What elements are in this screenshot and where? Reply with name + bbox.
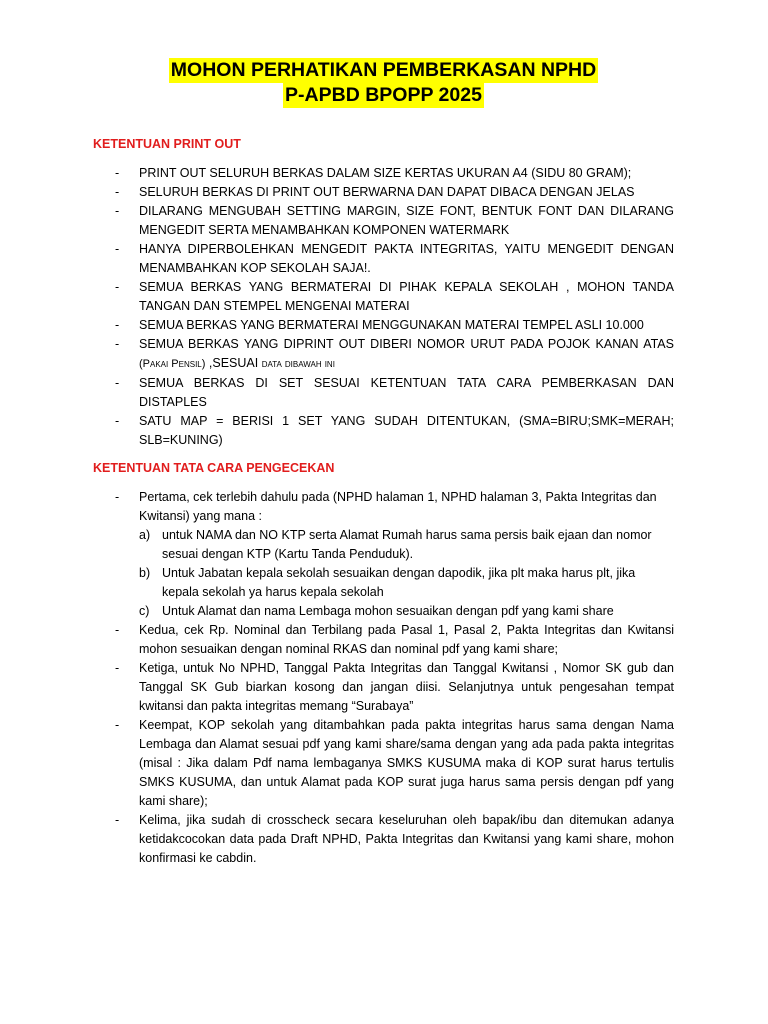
print-out-rules-list [93,164,674,450]
list-item: - Ketiga, untuk No NPHD, Tanggal Pakta Integritas dan Tanggal Kwitansi , Nomor SK gub dan Tanggal SK Gub biarkan kosong dan jangan diisi. Selanjutnya untuk pengesahan tempat kwitansi dan pakta integritas memang “Surabaya” [93,659,674,716]
section-heading-checking: KETENTUAN TATA CARA PENGECEKAN [93,461,335,475]
checking-rules-list [93,488,674,868]
sub-list-item [139,526,674,564]
list-item: - SELURUH BERKAS DI PRINT OUT BERWARNA DAN DAPAT DIBACA DENGAN JELAS [93,183,674,202]
list-item: - Kelima, jika sudah di crosscheck secara keseluruhan oleh bapak/ibu dan ditemukan adanya ketidakcocokan data pada Draft NPHD, Pakta Integritas dan Kwitansi yang kami share, mohon konfirmasi ke cabdin. [93,811,674,868]
list-item [93,488,674,621]
list-item: - DILARANG MENGUBAH SETTING MARGIN, SIZE FONT, BENTUK FONT DAN DILARANG MENGEDIT SERTA MENAMBAHKAN KOMPONEN WATERMARK [93,202,674,240]
sub-list-item [139,564,674,602]
list-item: - Keempat, KOP sekolah yang ditambahkan pada pakta integritas harus sama dengan Nama Lembaga dan Alamat sesuai pdf yang kami share/sama dengan yang ada pada pakta integritas (misal : Jika dalam Pdf nama lembaganya SMKS KUSUMA maka di KOP surat harus tertulis SMKS KUSUMA, dan untuk Alamat pada KOP surat juga harus sama persis dengan pdf yang kami share); [93,716,674,811]
item-text-mid: ,SESUAI [205,356,262,370]
list-item [93,335,674,374]
item-paren-note: (Pakai Pensil) [139,358,206,370]
sub-marker: b) [139,566,151,580]
list-item: - PRINT OUT SELURUH BERKAS DALAM SIZE KERTAS UKURAN A4 (SIDU 80 GRAM); [93,164,674,183]
sub-list-item [139,602,674,621]
list-item: - SEMUA BERKAS YANG BERMATERAI MENGGUNAKAN MATERAI TEMPEL ASLI 10.000 [93,316,674,335]
sub-text: untuk NAMA dan NO KTP serta Alamat Rumah harus sama persis baik ejaan dan nomor sesuai dengan KTP (Kartu Tanda Penduduk). [162,528,652,561]
list-item: - SEMUA BERKAS DI SET SESUAI KETENTUAN TATA CARA PEMBERKASAN DAN DISTAPLES [93,374,674,412]
list-item: - SATU MAP = BERISI 1 SET YANG SUDAH DITENTUKAN, (SMA=BIRU;SMK=MERAH; SLB=KUNING) [93,412,674,450]
item-tail-note: data dibawah ini [261,358,335,370]
item-text: SEMUA BERKAS YANG DIPRINT OUT DIBERI NOMOR URUT PADA POJOK KANAN ATAS [139,337,674,351]
title-line-1: MOHON PERHATIKAN PEMBERKASAN NPHD [170,59,597,81]
sub-list [139,526,674,621]
title-line-2: P-APBD BPOPP 2025 [285,84,482,106]
sub-marker: a) [139,528,151,542]
sub-text: Untuk Jabatan kepala sekolah sesuaikan dengan dapodik, jika plt maka harus plt, jika kepala sekolah ya harus kepala sekolah [162,566,636,599]
item-text: - Pertama, cek terlebih dahulu pada (NPHD halaman 1, NPHD halaman 3, Pakta Integritas dan Kwitansi) yang mana : [139,490,657,523]
sub-text: Untuk Alamat dan nama Lembaga mohon sesuaikan dengan pdf yang kami share [162,604,614,618]
list-item: - Kedua, cek Rp. Nominal dan Terbilang pada Pasal 1, Pasal 2, Pakta Integritas dan Kwitansi mohon sesuaikan dengan nominal RKAS dan nominal pdf yang kami share; [93,621,674,659]
section-heading-print-out: KETENTUAN PRINT OUT [93,137,241,151]
sub-marker: c) [139,604,150,618]
list-item: - SEMUA BERKAS YANG BERMATERAI DI PIHAK KEPALA SEKOLAH , MOHON TANDA TANGAN DAN STEMPEL MENGENAI MATERAI [93,278,674,316]
list-item: - HANYA DIPERBOLEHKAN MENGEDIT PAKTA INTEGRITAS, YAITU MENGEDIT DENGAN MENAMBAHKAN KOP SEKOLAH SAJA!. [93,240,674,278]
document-title [93,58,674,108]
